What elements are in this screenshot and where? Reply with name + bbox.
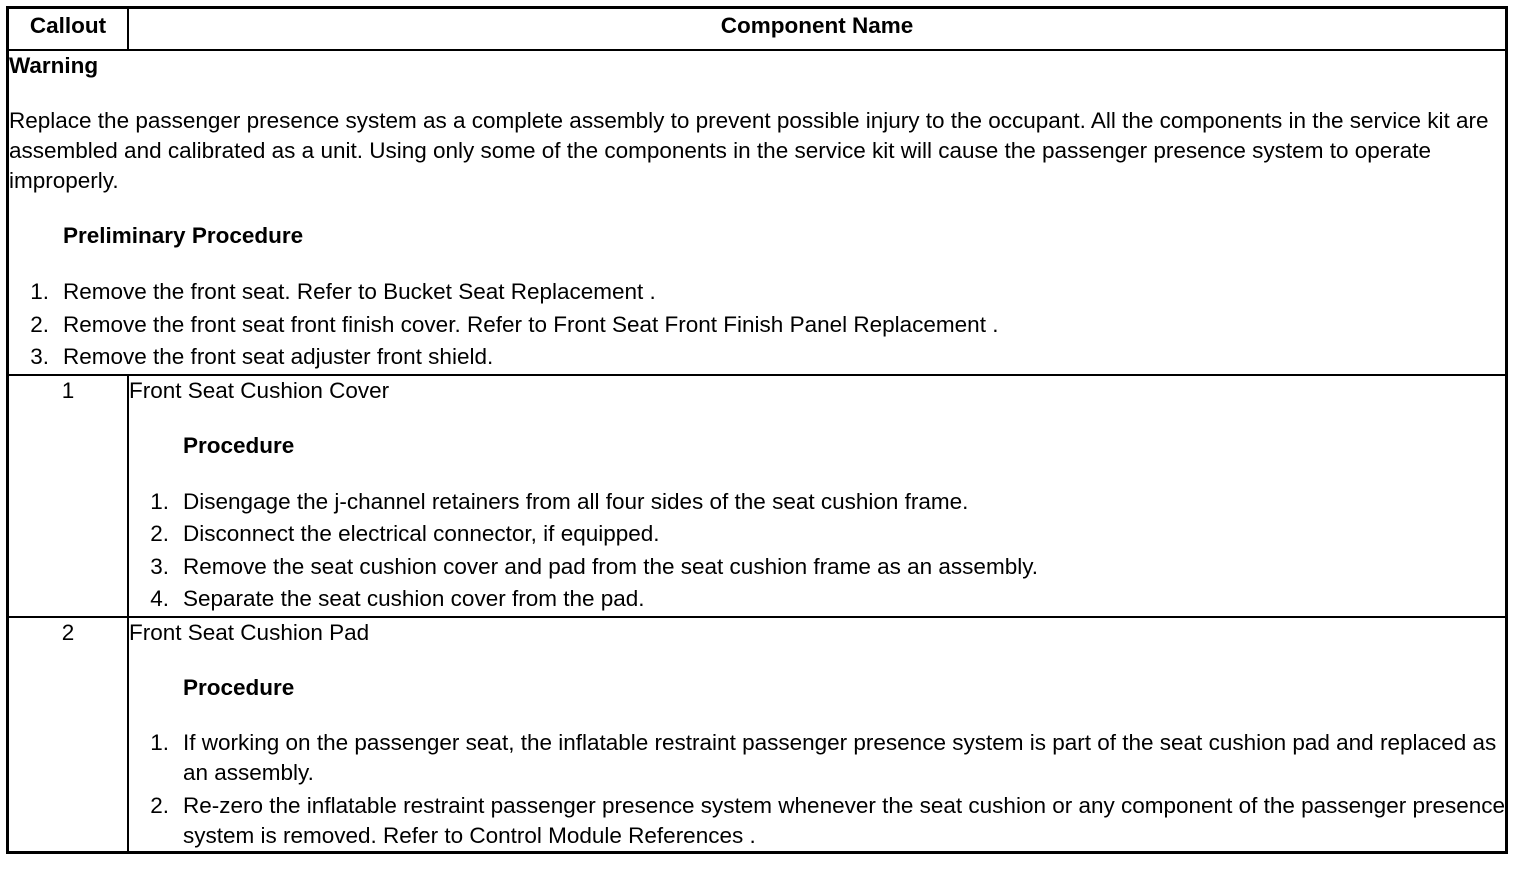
table-row bbox=[8, 617, 1507, 853]
procedure-steps bbox=[129, 486, 1505, 616]
component-name: Front Seat Cushion Cover bbox=[129, 377, 390, 403]
step-text: Disconnect the electrical connector, if equipped. bbox=[183, 521, 660, 546]
step-text: Separate the seat cushion cover from the pad. bbox=[183, 586, 645, 611]
step-text: Remove the front seat. Refer to Bucket Seat Replacement . bbox=[63, 279, 656, 304]
step-text: Remove the seat cushion cover and pad from the seat cushion frame as an assembly. bbox=[183, 553, 1039, 579]
warning-text: Replace the passenger presence system as a complete assembly to prevent possible injury to the occupant. All the components in the service kit are assembled and calibrated as a unit. Using only some of the components in the service kit will cause the passenger presence system to operate improperly. bbox=[9, 108, 1489, 193]
component-name: Front Seat Cushion Pad bbox=[129, 619, 370, 645]
step-text: Remove the front seat adjuster front shield. bbox=[63, 344, 494, 369]
procedure-title: Procedure bbox=[183, 432, 295, 458]
list-item: 1. If working on the passenger seat, the inflatable restraint passenger presence system is part of the seat cushion pad and replaced as an assembly. bbox=[150, 729, 1497, 785]
table-header-row bbox=[8, 8, 1507, 51]
list-item: 3. Remove the front seat adjuster front shield. bbox=[30, 344, 494, 369]
list-item: 1. Disengage the j-channel retainers from all four sides of the seat cushion frame. bbox=[150, 488, 969, 514]
component-table bbox=[6, 6, 1508, 854]
procedure-steps bbox=[129, 728, 1505, 851]
warning-cell bbox=[8, 50, 1507, 375]
list-item: 2. Re-zero the inflatable restraint passenger presence system whenever the seat cushion or any component of the passenger presence system is removed. Refer to Control Module References . bbox=[150, 792, 1506, 848]
list-item: 4. Separate the seat cushion cover from the pad. bbox=[150, 586, 645, 611]
component-cell bbox=[128, 617, 1507, 853]
warning-title: Warning bbox=[9, 53, 99, 78]
list-item: 2. Remove the front seat front finish cover. Refer to Front Seat Front Finish Panel Replacement . bbox=[30, 311, 999, 337]
step-text: If working on the passenger seat, the inflatable restraint passenger presence system is part of the seat cushion pad and replaced as an assembly. bbox=[183, 729, 1497, 785]
procedure-title: Procedure bbox=[183, 674, 295, 700]
callout-number: 1 bbox=[8, 375, 129, 617]
header-component-name: Component Name bbox=[128, 8, 1507, 51]
list-item: 3. Remove the seat cushion cover and pad from the seat cushion frame as an assembly. bbox=[150, 553, 1039, 579]
step-text: Remove the front seat front finish cover. Refer to Front Seat Front Finish Panel Replacement . bbox=[63, 311, 999, 337]
list-item: 1. Remove the front seat. Refer to Bucket Seat Replacement . bbox=[30, 279, 656, 304]
warning-row bbox=[8, 50, 1507, 375]
callout-number: 2 bbox=[8, 617, 129, 853]
preliminary-steps bbox=[9, 276, 1505, 374]
component-cell bbox=[128, 375, 1507, 617]
step-text: Re-zero the inflatable restraint passenger presence system whenever the seat cushion or any component of the passenger presence system is removed. Refer to Control Module References . bbox=[183, 792, 1506, 848]
step-text: Disengage the j-channel retainers from all four sides of the seat cushion frame. bbox=[183, 488, 969, 514]
header-callout: Callout bbox=[8, 8, 129, 51]
list-item: 2. Disconnect the electrical connector, if equipped. bbox=[150, 521, 660, 546]
preliminary-procedure-title: Preliminary Procedure bbox=[63, 223, 304, 248]
table-row bbox=[8, 375, 1507, 617]
